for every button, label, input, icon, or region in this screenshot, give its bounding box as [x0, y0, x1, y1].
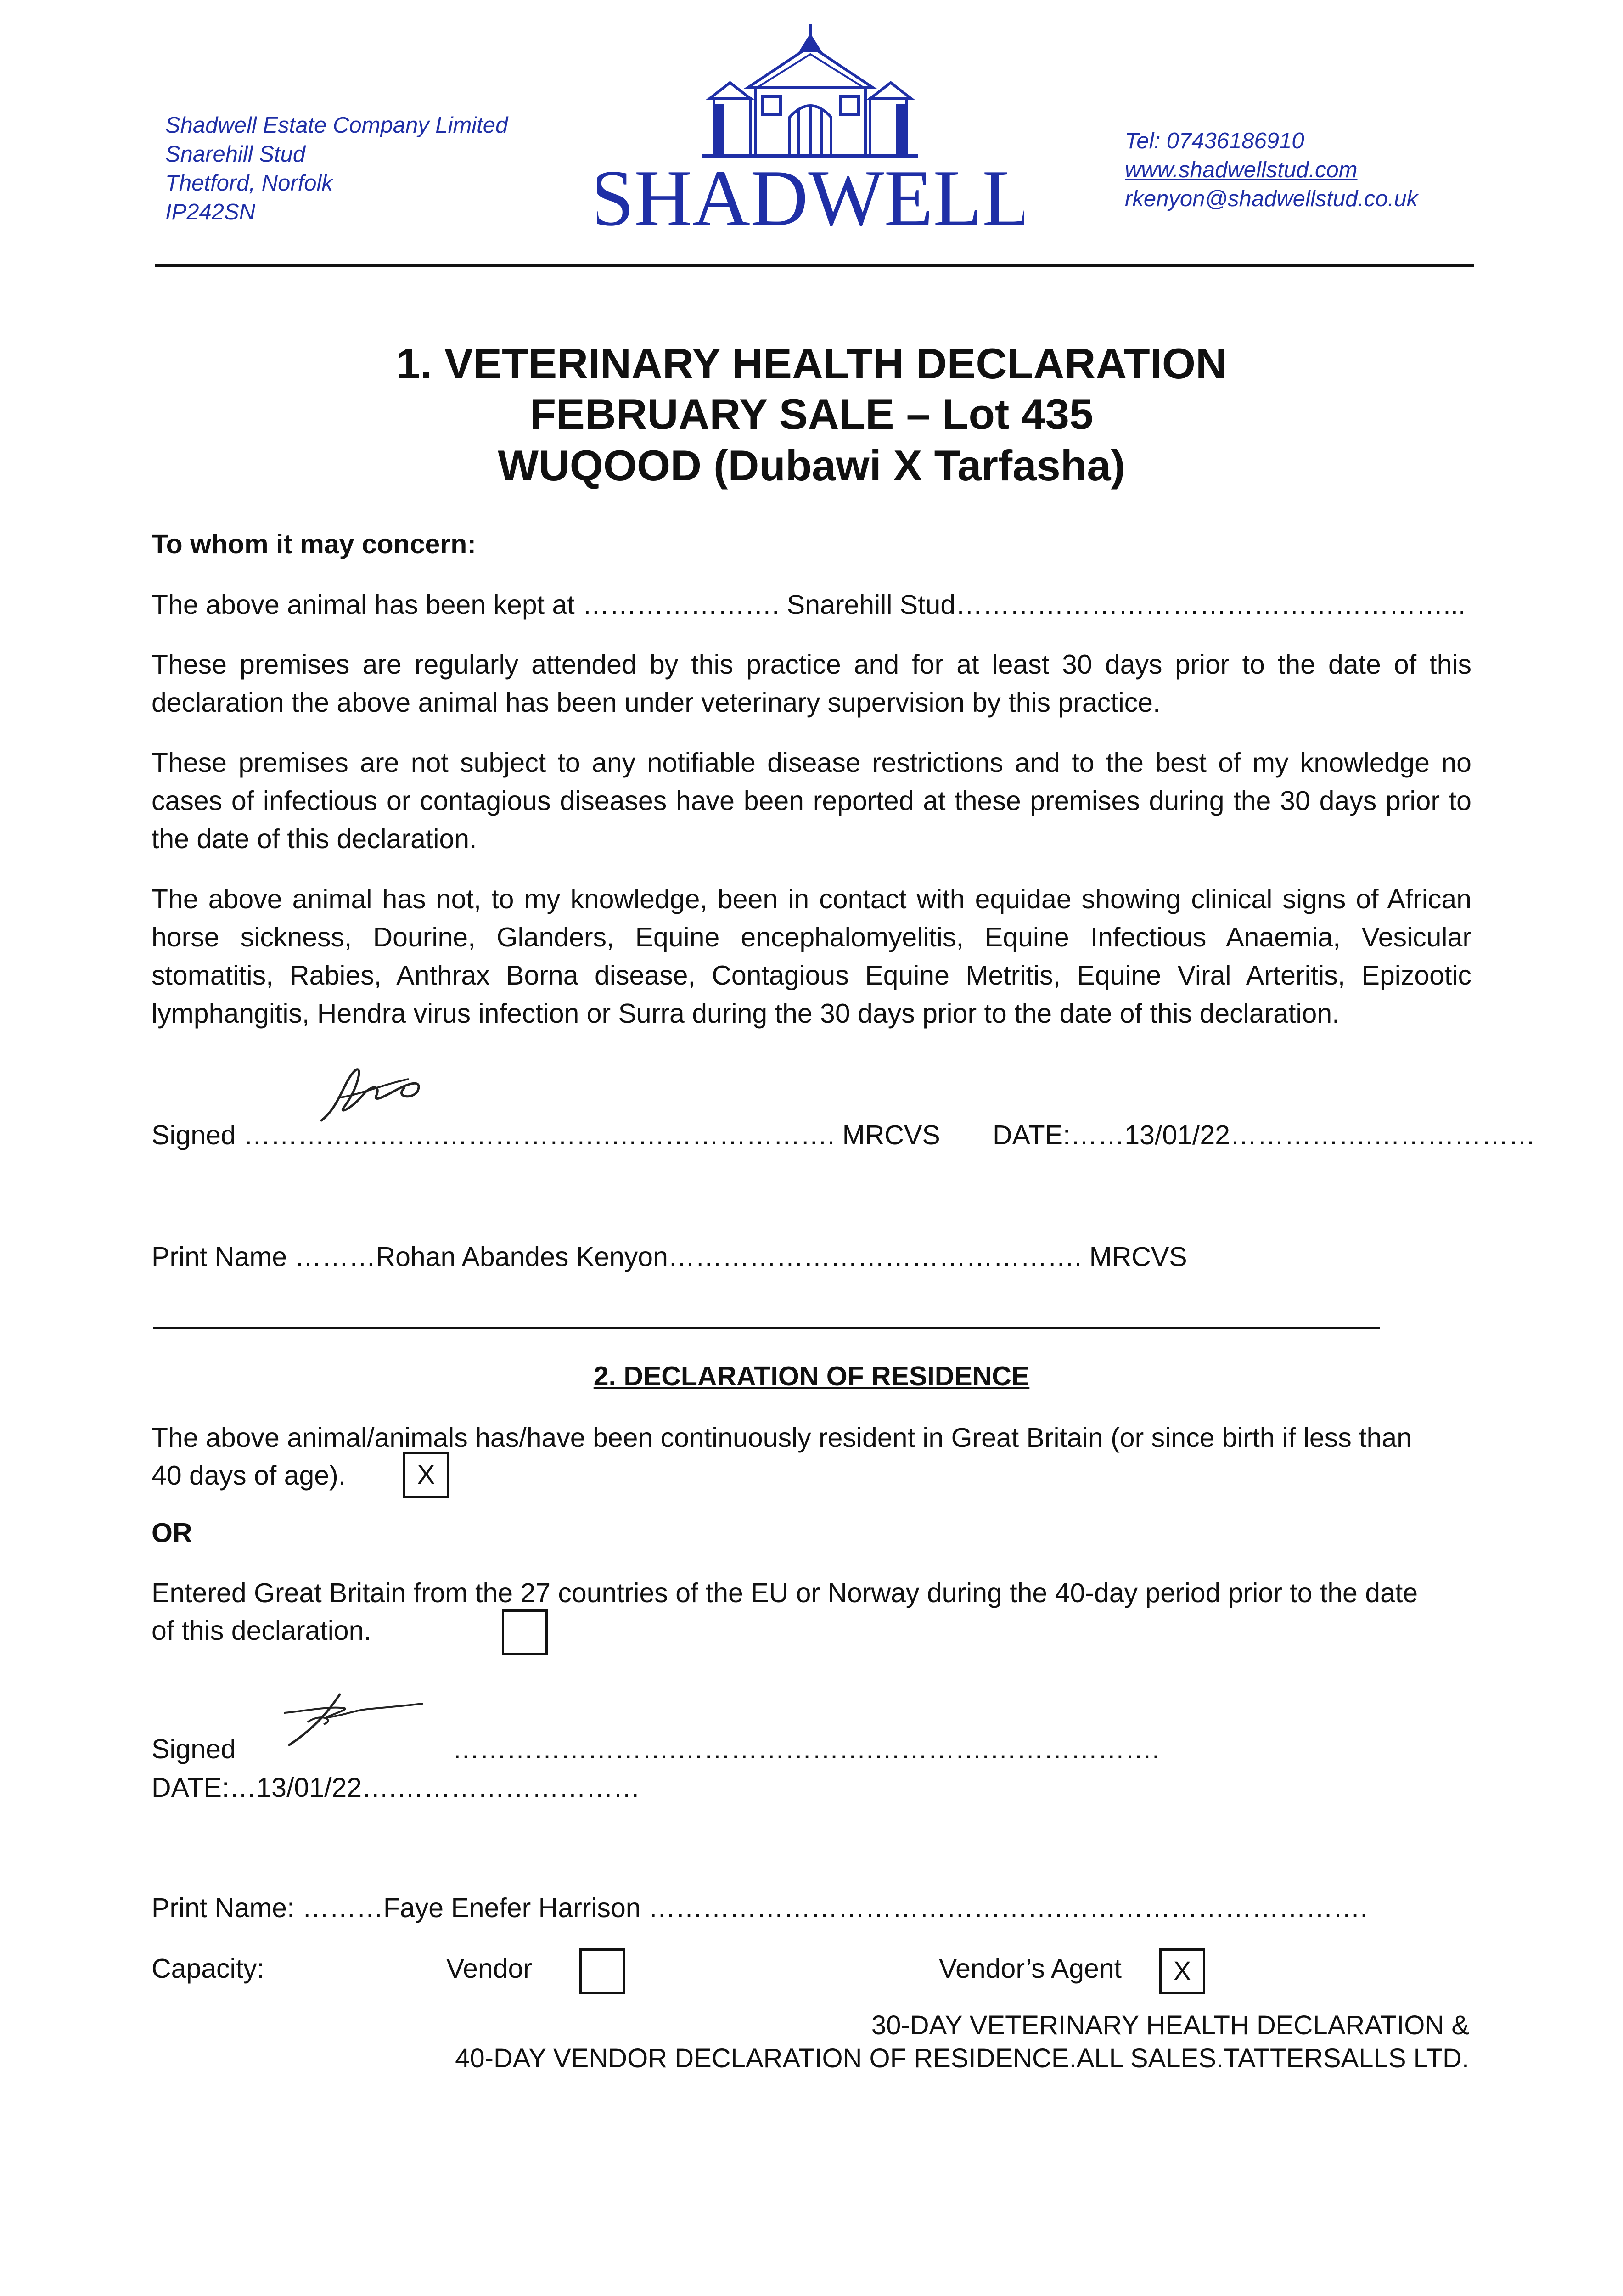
company-address: [165, 111, 508, 227]
footer-line: 30-DAY VETERINARY HEALTH DECLARATION &: [871, 2010, 1469, 2040]
vendor-label: Vendor: [446, 1953, 532, 1984]
vendor-date-line: DATE:…13/01/22….………………………: [152, 1773, 640, 1803]
address-line: Snarehill Stud: [165, 142, 306, 167]
paragraph: These premises are not subject to any notifiable disease restrictions and to the best of my knowledge no cases of infectious or contagious diseases have been reported at these premises during the 30 days prior to the date of this declaration.: [152, 748, 1471, 854]
residence-option-1: The above animal/animals has/have been continuously resident in Great Britain (or since birth if less than: [152, 1423, 1412, 1453]
address-line: Shadwell Estate Company Limited: [165, 113, 508, 138]
or-label: OR: [152, 1518, 192, 1548]
entered-gb-checkbox[interactable]: [502, 1609, 548, 1655]
vendor-checkbox[interactable]: [579, 1948, 625, 1994]
website-link[interactable]: www.shadwellstud.com: [1125, 158, 1358, 182]
agent-checkbox[interactable]: X: [1159, 1948, 1205, 1994]
residence-heading: 2. DECLARATION OF RESIDENCE: [593, 1361, 1030, 1391]
vet-date-line: DATE:……13/01/22…………….………………: [993, 1120, 1536, 1150]
contact-info: [1125, 127, 1418, 214]
agent-label: Vendor’s Agent: [939, 1953, 1122, 1984]
horse-name-title: WUQOOD (Dubawi X Tarfasha): [498, 441, 1125, 490]
vendor-print-name-line: Print Name: ………Faye Enefer Harrison ……………………………………….…………………………….: [152, 1893, 1368, 1923]
sale-lot-title: FEBRUARY SALE – Lot 435: [529, 390, 1094, 438]
paragraph: These premises are regularly attended by this practice and for at least 30 days prior to the date of this declaration the above animal has been under veterinary supervision by this practice.: [152, 649, 1471, 718]
kept-at-line: The above animal has been kept at …………………. Snarehill Stud………………………………………………...: [152, 590, 1466, 620]
shadwell-logo: [597, 18, 1024, 234]
vendor-signed-label: Signed: [152, 1734, 236, 1764]
vendor-signature: [275, 1685, 427, 1759]
resident-checkbox[interactable]: X: [403, 1452, 449, 1498]
telephone: Tel: 07436186910: [1125, 129, 1304, 153]
gatehouse-icon: [597, 18, 1024, 234]
residence-option-1-cont: 40 days of age).: [152, 1460, 346, 1491]
paragraph: The above animal has not, to my knowledge, been in contact with equidae showing clinical signs of African horse sickness, Dourine, Glanders, Equine encephalomyelitis, Equine Infectious Anaemia, Vesicular stomatitis, Rabies, Anthrax Borna disease, Contagious Equine Metritis, Equine Viral Arteritis, Epizootic lymphangitis, Hendra virus infection or Surra during the 30 days prior to the date of this declaration.: [152, 884, 1471, 1029]
logo-wordmark: SHADWELL: [597, 153, 1024, 234]
email-address: rkenyon@shadwellstud.co.uk: [1125, 186, 1418, 211]
residence-option-2-cont: of this declaration.: [152, 1615, 371, 1646]
address-line: Thetford, Norfolk: [165, 171, 333, 196]
document-title: 1. VETERINARY HEALTH DECLARATION: [396, 339, 1227, 388]
section-divider: [153, 1327, 1380, 1329]
vet-signed-line: Signed ………………….……………….……………………. MRCVS: [152, 1120, 940, 1150]
salutation: To whom it may concern:: [152, 529, 476, 559]
header-divider: [155, 264, 1474, 267]
vendor-signed-dots: …………………….………………….………….……………….: [452, 1734, 1160, 1764]
capacity-label: Capacity:: [152, 1953, 264, 1984]
footer-line: 40-DAY VENDOR DECLARATION OF RESIDENCE.ALL SALES.TATTERSALLS LTD.: [455, 2043, 1469, 2073]
address-line: IP242SN: [165, 200, 256, 225]
vet-print-name-line: Print Name ………Rohan Abandes Kenyon………………………………………. MRCVS: [152, 1242, 1187, 1272]
residence-option-2: Entered Great Britain from the 27 countries of the EU or Norway during the 40-day period prior to the date: [152, 1578, 1418, 1608]
